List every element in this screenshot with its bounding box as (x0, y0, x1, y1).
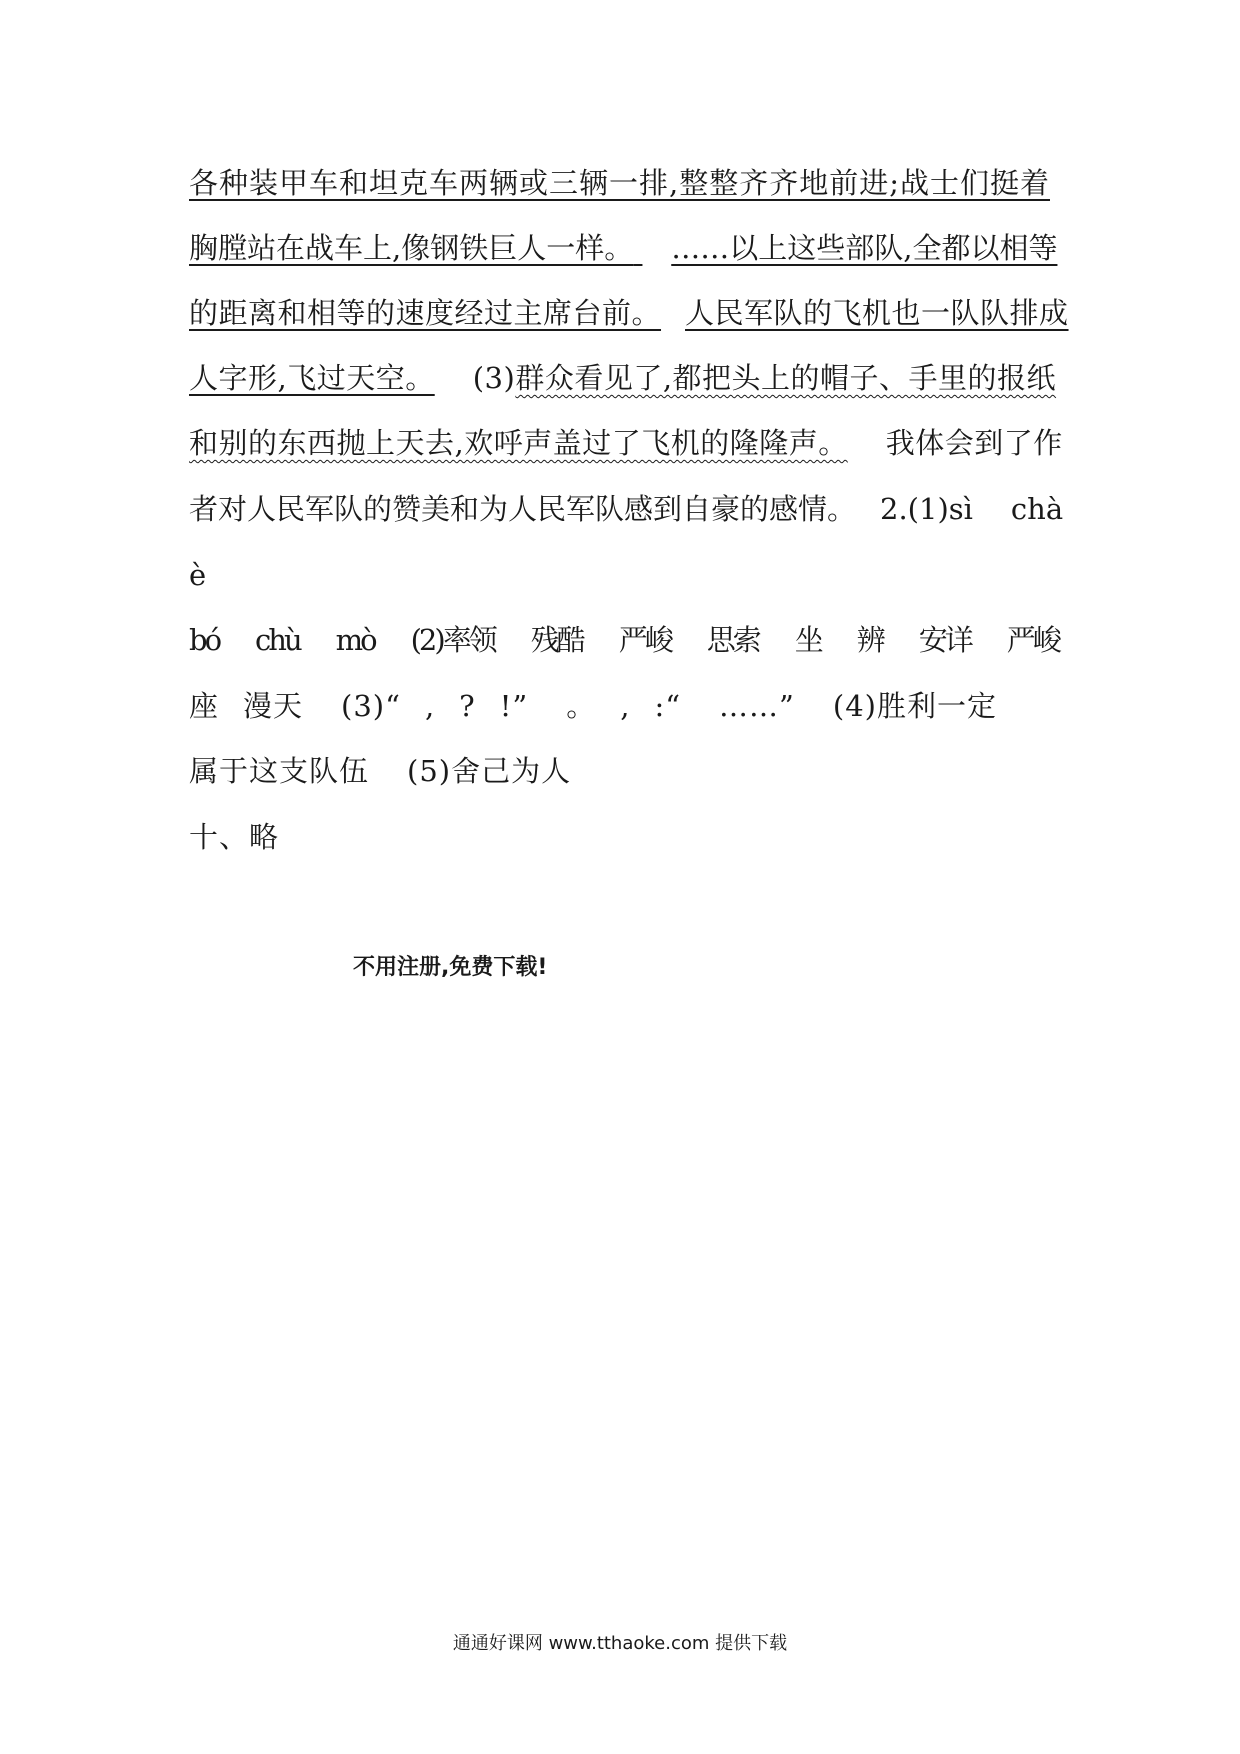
answer-text: 者对人民军队的赞美和为人民军队感到自豪的感情。 (189, 492, 857, 526)
answer-token: 安详 (918, 623, 971, 657)
answer-line-6 (189, 489, 1069, 529)
answer-line-8 (189, 620, 1069, 660)
answer-line-3 (189, 293, 1069, 333)
answer-token: 思索 (706, 623, 759, 657)
answer-token: mò (335, 623, 375, 657)
punctuation: (3)“ (341, 689, 401, 723)
pinyin: chà (1010, 492, 1064, 526)
answer-text: (4)胜利一定 (832, 689, 997, 723)
answer-line-7 (189, 555, 1069, 595)
answer-token: bó (189, 623, 220, 657)
punctuation: , (424, 689, 436, 723)
answer-line-9 (189, 686, 1069, 726)
answer-line-2 (189, 228, 1069, 268)
punctuation: :“ (654, 689, 682, 723)
section-heading: 十、略 (189, 820, 280, 854)
pinyin: è (189, 558, 208, 592)
underlined-text: 胸膛站在战车上,像钢铁巨人一样。 (189, 231, 634, 265)
punctuation: 。 (566, 689, 597, 723)
pinyin: 2.(1)sì (880, 492, 973, 526)
punctuation: !” (499, 689, 529, 723)
punctuation: ……” (719, 689, 795, 723)
item-number: (3) (472, 361, 516, 395)
answer-text: 我体会到了作 (885, 426, 1063, 460)
underlined-text: 人民军队的飞机也一队队排成 (685, 296, 1069, 330)
punctuation: ? (459, 689, 476, 723)
wavy-underlined-text: 和别的东西抛上天去,欢呼声盖过了飞机的隆隆声。 (189, 426, 848, 460)
answer-token: chù (255, 623, 300, 657)
answer-token: 严峻 (1006, 623, 1059, 657)
answer-text: 漫天 (243, 689, 304, 723)
underlined-text: 人字形,飞过天空。 (189, 361, 435, 395)
underlined-text: 各种装甲车和坦克车两辆或三辆一排,整整齐齐地前进;战士们挺着 (189, 166, 1050, 200)
underlined-text: 的距离和相等的速度经过主席台前。 (189, 296, 662, 330)
underlined-gap (633, 228, 671, 268)
wavy-underlined-text: 群众看见了,都把头上的帽子、手里的报纸 (515, 361, 1057, 395)
answer-text: 属于这支队伍 (189, 754, 370, 788)
answer-line-4 (189, 358, 1069, 398)
answer-token: 辨 (856, 623, 883, 657)
answer-token: 严峻 (618, 623, 671, 657)
answer-text: 座 (189, 689, 220, 723)
answer-line-1 (189, 163, 1069, 203)
promo-text: 不用注册,免费下载! (353, 955, 548, 980)
answer-text: (5)舍己为人 (407, 754, 572, 788)
answer-token: (2)率领 (410, 623, 495, 657)
answer-line-11 (189, 817, 1069, 857)
answer-line-5 (189, 423, 1069, 463)
underlined-text: ……以上这些部队,全都以相等 (671, 231, 1058, 265)
answer-token: 坐 (794, 623, 821, 657)
answer-line-10 (189, 751, 1069, 791)
punctuation: , (620, 689, 631, 723)
answer-token: 残酷 (530, 623, 583, 657)
footer-text: 通通好课网 www.tthaoke.com 提供下载 (452, 1633, 788, 1654)
